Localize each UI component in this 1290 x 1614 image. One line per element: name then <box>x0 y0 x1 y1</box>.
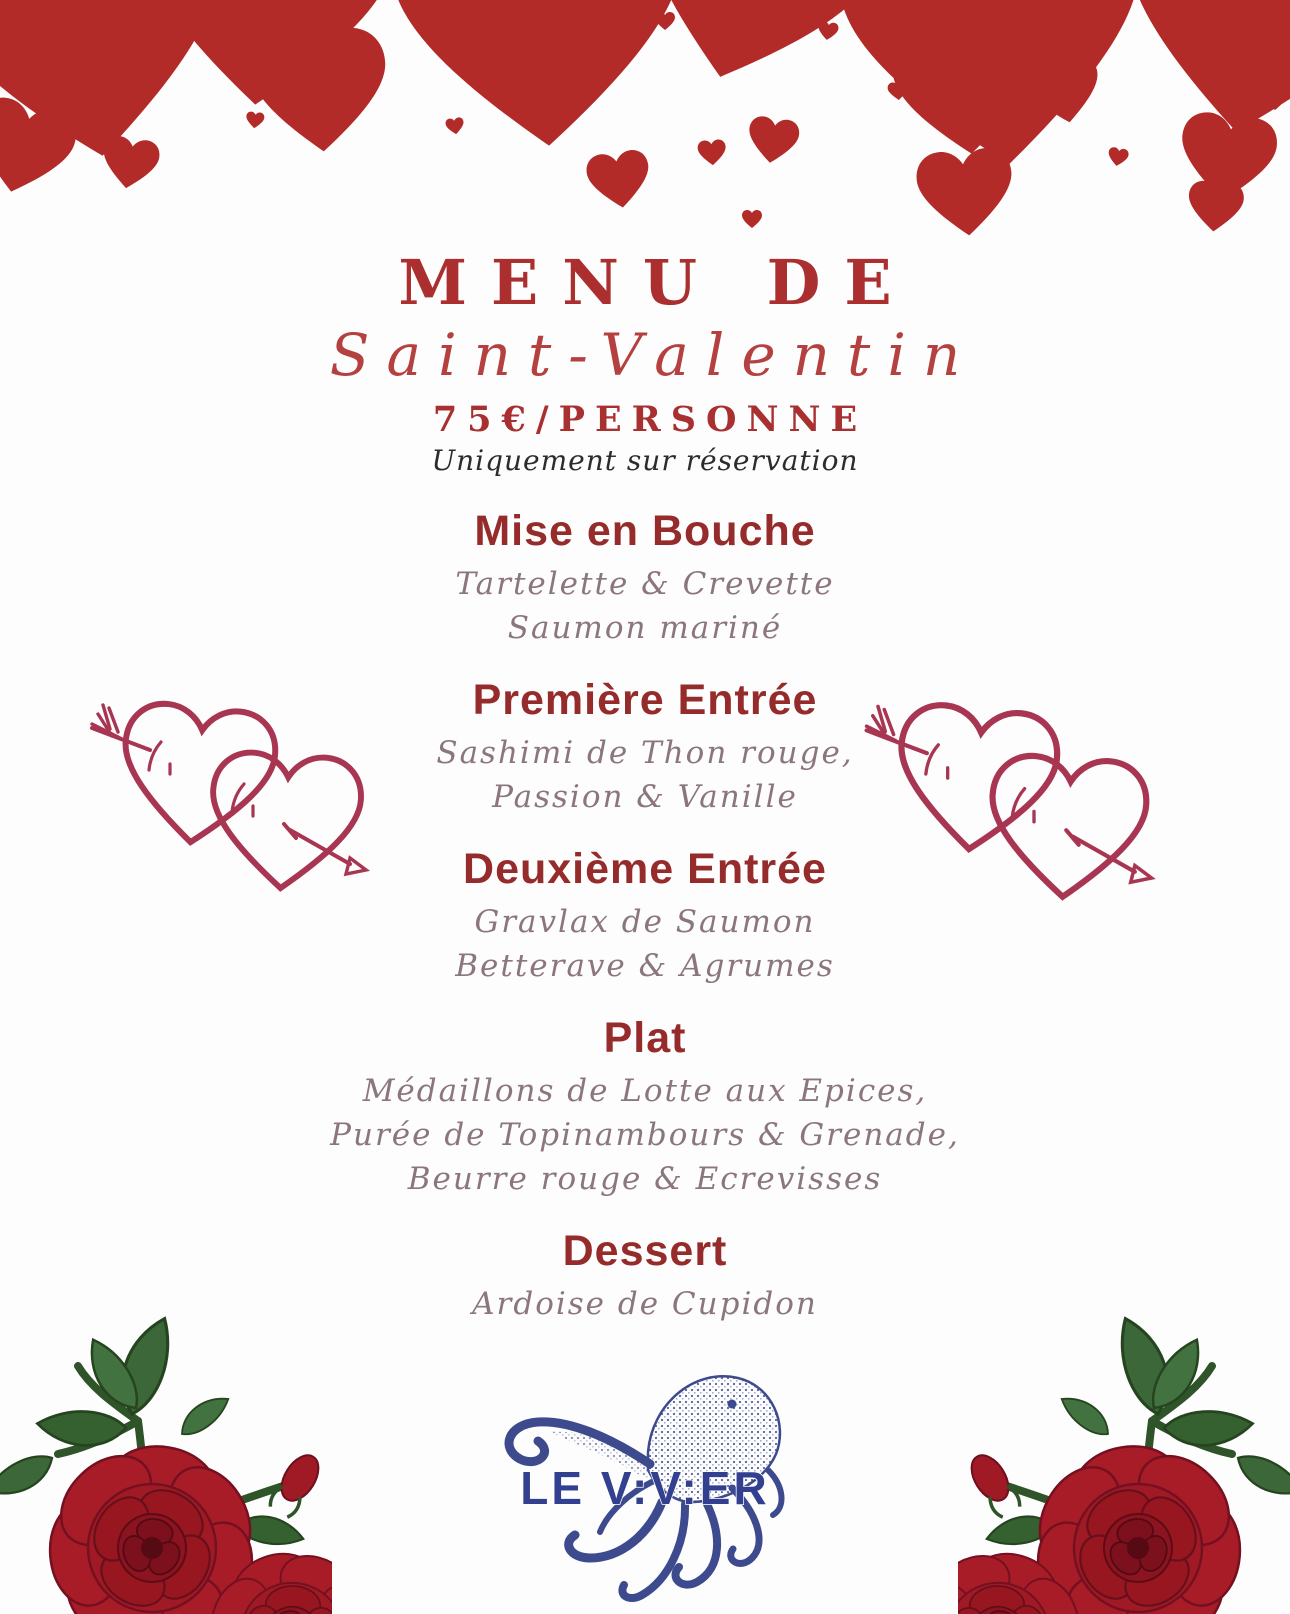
logo-wordmark: LE V:V:ER <box>520 1462 770 1514</box>
section-heading: Dessert <box>562 1227 728 1275</box>
hearts-banner-decoration <box>0 0 1290 242</box>
section-plat <box>0 1014 1290 1201</box>
rose-decoration <box>0 1196 332 1614</box>
double-heart-arrow-icon <box>852 672 1164 901</box>
section-heading: Première Entrée <box>472 676 818 724</box>
section-line: Sashimi de Thon rouge, <box>436 735 854 771</box>
section-line: Purée de Topinambours & Grenade, <box>330 1117 960 1153</box>
section-line: Passion & Vanille <box>492 779 798 815</box>
section-line: Saumon mariné <box>507 610 783 646</box>
section-line: Beurre rouge & Ecrevisses <box>407 1161 883 1197</box>
menu-price: 75€/PERSONNE <box>432 399 868 440</box>
section-line: Ardoise de Cupidon <box>472 1286 818 1322</box>
reservation-note: Uniquement sur réservation <box>431 444 859 477</box>
restaurant-logo <box>480 1352 810 1614</box>
rose-decoration <box>958 1196 1290 1614</box>
section-line: Betterave & Agrumes <box>455 948 835 984</box>
menu-subtitle: Saint-Valentin <box>329 321 978 389</box>
section-line: Tartelette & Crevette <box>455 566 835 602</box>
section-heading: Plat <box>603 1014 687 1062</box>
section-heading: Deuxième Entrée <box>463 845 827 893</box>
section-heading: Mise en Bouche <box>474 507 816 555</box>
double-heart-arrow-icon <box>78 672 378 892</box>
section-line: Médaillons de Lotte aux Epices, <box>362 1073 928 1109</box>
section-line: Gravlax de Saumon <box>474 904 816 940</box>
section-mise-en-bouche <box>0 507 1290 650</box>
menu-title: MENU DE <box>398 246 916 319</box>
